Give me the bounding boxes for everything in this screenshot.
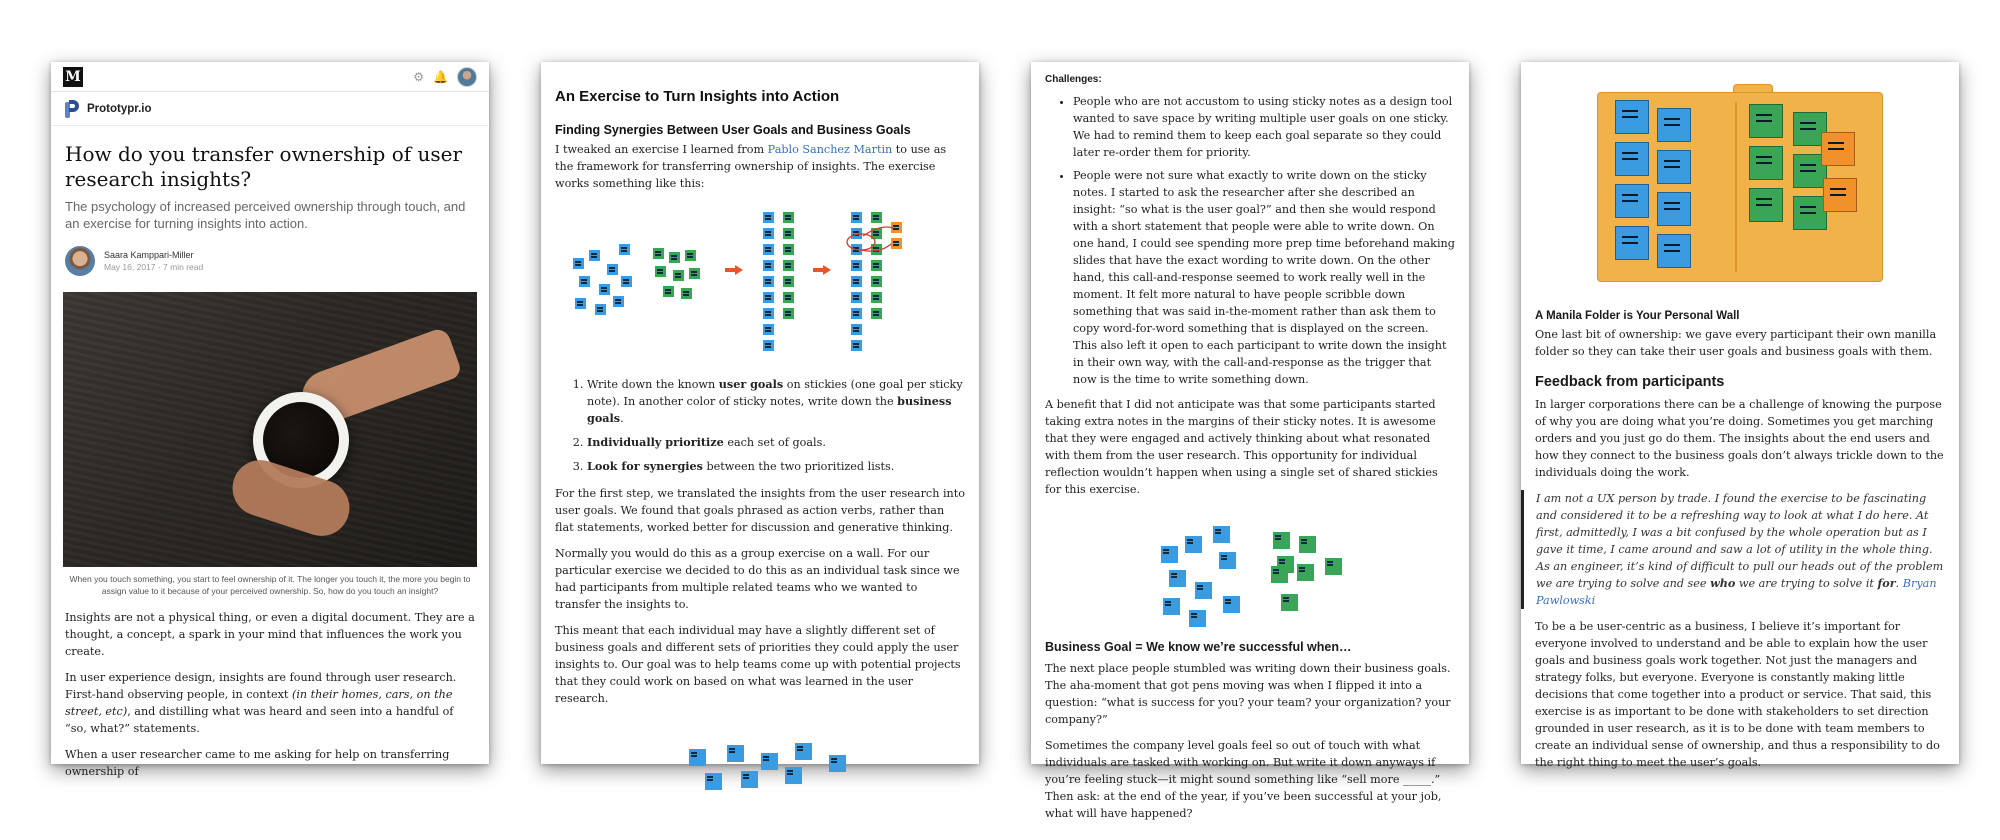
synergy-loop-lines bbox=[841, 216, 901, 266]
challenges-label: Challenges: bbox=[1045, 74, 1102, 85]
gear-icon[interactable]: ⚙ bbox=[413, 69, 425, 84]
sticky-note bbox=[851, 340, 862, 351]
sticky-note bbox=[1281, 594, 1298, 611]
list-item: • People who are not accustom to using sticky notes as a design tool wanted to save space by writing multiple user goals on one sticky. We had to remind them to keep each goal separate so they could later re-order them for priority. bbox=[1073, 93, 1455, 161]
sticky-note bbox=[1185, 536, 1202, 553]
sticky-note bbox=[573, 258, 584, 269]
sticky-note bbox=[763, 292, 774, 303]
sticky-note bbox=[689, 749, 706, 766]
sticky-note bbox=[681, 288, 692, 299]
sticky-note bbox=[589, 250, 600, 261]
sticky-note bbox=[619, 244, 630, 255]
sticky-note bbox=[1169, 570, 1186, 587]
sticky-note bbox=[871, 292, 882, 303]
arrow-right-icon bbox=[813, 266, 831, 274]
sticky-note bbox=[1223, 596, 1240, 613]
participant-quote: I am not a UX person by trade. I found the exercise to be fascinating and considered it to be a refreshing way to look at what I do here. At first, admittedly, I was a bit confused by the whole operation but as I gave it time, I came around and saw a lot of utility in the whole thing. As an engineer, it’s kind of difficult to pull our heads out of the problem we are trying to solve and see who we are trying to solve it for. Bryan Pawlowski bbox=[1521, 490, 1945, 609]
sticky-note bbox=[851, 308, 862, 319]
sticky-note bbox=[673, 270, 684, 281]
article-subtitle: The psychology of increased perceived ownership through touch, and an exercise for turning insights into action. bbox=[65, 199, 466, 231]
manila-folder-illustration bbox=[1597, 92, 1883, 282]
sticky-note bbox=[1749, 188, 1783, 222]
sticky-note bbox=[829, 755, 846, 772]
sticky-note bbox=[871, 308, 882, 319]
sticky-note bbox=[1657, 108, 1691, 142]
sticky-note bbox=[741, 771, 758, 788]
sticky-note bbox=[763, 324, 774, 335]
sticky-note bbox=[851, 324, 862, 335]
article-page-2 bbox=[541, 62, 979, 764]
sticky-note bbox=[1615, 142, 1649, 176]
sticky-note bbox=[851, 276, 862, 287]
sticky-note bbox=[653, 248, 664, 259]
sticky-note bbox=[1615, 100, 1649, 134]
sticky-note bbox=[1273, 532, 1290, 549]
sticky-note bbox=[613, 296, 624, 307]
sticky-note bbox=[1657, 150, 1691, 184]
sticky-note bbox=[783, 276, 794, 287]
sticky-note bbox=[705, 773, 722, 790]
medium-topbar bbox=[51, 62, 489, 92]
challenges-list bbox=[1045, 93, 1455, 388]
coffee-mug-photo bbox=[63, 292, 477, 567]
list-item: • People were not sure what exactly to write down on the sticky notes. I started to ask the researcher after she described an insight: “so what is the user goal?” and then she would respond with a short statement that people were able to write down. On one hand, I could see spending more prep time beforehand making slides that have the exact wording to write down. On the other hand, this call-and-response seemed to work really well in the moment. It felt more natural to have people scribble down something that was said in-the-moment rather than ask them to copy word-for-word something that is displayed on the screen. This also left it open to each participant to write down the insight in their own way, with the call-and-response as the trigger that now is the time to write something down. bbox=[1073, 167, 1455, 388]
sticky-note bbox=[763, 260, 774, 271]
sticky-note bbox=[621, 276, 632, 287]
sticky-note bbox=[575, 298, 586, 309]
sticky-note bbox=[655, 266, 666, 277]
sticky-notes-bottom-cluster bbox=[555, 741, 965, 811]
sticky-note bbox=[685, 250, 696, 261]
list-item: 2. Individually prioritize each set of goals. bbox=[587, 434, 965, 451]
sticky-note bbox=[763, 276, 774, 287]
section-heading: A Manila Folder is Your Personal Wall bbox=[1535, 310, 1740, 322]
topbar-actions bbox=[413, 67, 477, 87]
sticky-note bbox=[669, 252, 680, 263]
sticky-note bbox=[783, 244, 794, 255]
sticky-note bbox=[763, 244, 774, 255]
medium-logo[interactable]: M bbox=[63, 67, 83, 87]
sticky-note bbox=[1749, 104, 1783, 138]
sticky-note bbox=[1189, 610, 1206, 627]
sticky-note bbox=[1749, 146, 1783, 180]
sticky-note bbox=[1219, 552, 1236, 569]
sticky-note bbox=[689, 268, 700, 279]
author-avatar[interactable] bbox=[65, 246, 95, 276]
paragraph: In user experience design, insights are found through user research. First-hand observing people, in context (in their homes, cars, on the street, etc), and distilling what was heard and seen into a handful of “so, what?” statements. bbox=[65, 671, 457, 735]
paragraph: For the first step, we translated the insights from the user research into user goals. We found that goals phrased as action verbs, rather than flat statements, worked better for discussion and generative thinking. bbox=[555, 487, 965, 534]
sticky-note bbox=[1793, 196, 1827, 230]
sticky-note bbox=[1823, 178, 1857, 212]
paragraph: One last bit of ownership: we gave every participant their own manilla folder so they can take their user goals and business goals with them. bbox=[1535, 328, 1937, 358]
sticky-note bbox=[795, 743, 812, 760]
section-heading: An Exercise to Turn Insights into Action bbox=[555, 88, 840, 105]
bell-icon[interactable]: 🔔 bbox=[433, 69, 448, 84]
paragraph: Sometimes the company level goals feel so out of touch with what individuals are tasked with working on. But write it down anyways if you’re feeling stuck—it might sound something like “sell more _____.” Then ask: at the end of the year, if you’ve been successful at your job, what will have happened? bbox=[1045, 739, 1442, 820]
sticky-note bbox=[1297, 564, 1314, 581]
sticky-note bbox=[785, 767, 802, 784]
sticky-note bbox=[763, 228, 774, 239]
sticky-note bbox=[663, 286, 674, 297]
section-heading: Feedback from participants bbox=[1535, 374, 1725, 390]
sticky-note bbox=[599, 284, 610, 295]
sticky-note bbox=[1163, 598, 1180, 615]
folder-fold-line bbox=[1735, 102, 1737, 272]
author-name[interactable]: Saara Kamppari-Miller bbox=[104, 250, 194, 260]
user-avatar[interactable] bbox=[457, 67, 477, 87]
prototypr-logo-icon[interactable] bbox=[65, 100, 81, 118]
sticky-note bbox=[783, 212, 794, 223]
sticky-note bbox=[783, 292, 794, 303]
sticky-note bbox=[1615, 226, 1649, 260]
arrow-right-icon bbox=[725, 266, 743, 274]
sticky-note bbox=[1657, 192, 1691, 226]
sticky-notes-cluster bbox=[1045, 512, 1455, 630]
sticky-note bbox=[763, 308, 774, 319]
sticky-note bbox=[763, 212, 774, 223]
paragraph: This meant that each individual may have a slightly different set of business goals and different sets of priorities they could apply the user insights to. Our goal was to help teams come up with potential projects that they could work on based on what was learned in the user research. bbox=[555, 624, 961, 705]
paragraph: The next place people stumbled was writing down their business goals. The aha-moment that got pens moving was when I flipped it into a question: “what is success for you? your team? your organization? your company?” bbox=[1045, 662, 1451, 726]
sticky-note bbox=[1161, 546, 1178, 563]
article-meta: May 16, 2017 · 7 min read bbox=[104, 262, 204, 272]
sticky-note bbox=[1325, 558, 1342, 575]
exercise-steps-list bbox=[555, 376, 965, 475]
article-title: How do you transfer ownership of user research insights? bbox=[65, 142, 463, 191]
sticky-note bbox=[1271, 566, 1288, 583]
sticky-note bbox=[761, 753, 778, 770]
article-page-1 bbox=[51, 62, 489, 778]
sticky-note bbox=[871, 276, 882, 287]
publication-name[interactable]: Prototypr.io bbox=[87, 102, 152, 115]
sticky-note bbox=[1657, 234, 1691, 268]
sticky-note bbox=[763, 340, 774, 351]
sticky-note bbox=[595, 304, 606, 315]
sticky-note bbox=[607, 264, 618, 275]
sticky-notes-process-diagram bbox=[555, 206, 965, 366]
paragraph: Normally you would do this as a group exercise on a wall. For our particular exercise we decided to do this as an individual task since we had participants from multiple related teams who we wanted to transfer the insights to. bbox=[555, 547, 960, 611]
sticky-note bbox=[727, 745, 744, 762]
paragraph: When a user researcher came to me asking for help on transferring ownership of bbox=[65, 748, 450, 778]
sticky-note bbox=[579, 276, 590, 287]
paragraph: In larger corporations there can be a challenge of knowing the purpose of why you are doing what you’re doing. Sometimes you get marching orders and you just go do them. The insights about the end users and how they connect to the business goals don’t always trickle down to the individuals doing the work. bbox=[1535, 398, 1944, 479]
paragraph: To be a be user-centric as a business, I believe it’s important for everyone involved to understand and be able to explain how the user goals and business goals work together. Not just the managers and strategy folks, but everyone. Everyone is constantly making little decisions that come together into a product or service. That said, this exercise is as important to be done with stakeholders to set direction grounded in user research, as it is to be done with team members to create an individual sense of ownership, and thus a responsibility to do the right thing to meet the user’s goals. bbox=[1535, 620, 1940, 769]
article-body bbox=[51, 609, 489, 780]
section-heading: Business Goal = We know we’re successful when… bbox=[1045, 640, 1352, 654]
list-item: 3. Look for synergies between the two prioritized lists. bbox=[587, 458, 965, 475]
photo-caption: When you touch something, you start to feel ownership of it. The longer you touch it, the more you begin to assign value to it because of your perceived ownership. So, how do you touch an insight? bbox=[69, 574, 471, 596]
sticky-note bbox=[1299, 536, 1316, 553]
author-link[interactable]: Pablo Sanchez Martin bbox=[767, 143, 893, 156]
paragraph: Insights are not a physical thing, or even a digital document. They are a thought, a concept, a spark in your mind that influences the work you create. bbox=[65, 611, 475, 658]
sticky-note bbox=[1213, 526, 1230, 543]
sticky-note bbox=[783, 228, 794, 239]
article-page-4 bbox=[1521, 62, 1959, 769]
article-page-3 bbox=[1031, 62, 1469, 820]
sticky-note bbox=[1195, 582, 1212, 599]
subsection-heading: Finding Synergies Between User Goals and Business Goals bbox=[555, 123, 911, 137]
publication-bar bbox=[51, 92, 489, 126]
sticky-note bbox=[783, 260, 794, 271]
sticky-note bbox=[783, 308, 794, 319]
paragraph: I tweaked an exercise I learned from Pablo Sanchez Martin to use as the framework for transferring ownership of insights. The exercise works something like this: bbox=[555, 143, 947, 190]
sticky-note bbox=[1821, 132, 1855, 166]
paragraph: A benefit that I did not anticipate was that some participants started taking extra notes in the margins of their sticky notes. It is awesome that they were engaged and actively thinking about what resonated with them from the user research. This opportunity for individual reflection wouldn’t happen when using a single set of shared stickies for this exercise. bbox=[1045, 398, 1438, 496]
quote-author-link[interactable]: Bryan Pawlowski bbox=[1536, 577, 1937, 607]
sticky-note bbox=[1615, 184, 1649, 218]
author-row bbox=[65, 246, 475, 276]
sticky-note bbox=[851, 292, 862, 303]
list-item: 1. Write down the known user goals on stickies (one goal per sticky note). In another color of sticky notes, write down the business goals. bbox=[587, 376, 965, 427]
